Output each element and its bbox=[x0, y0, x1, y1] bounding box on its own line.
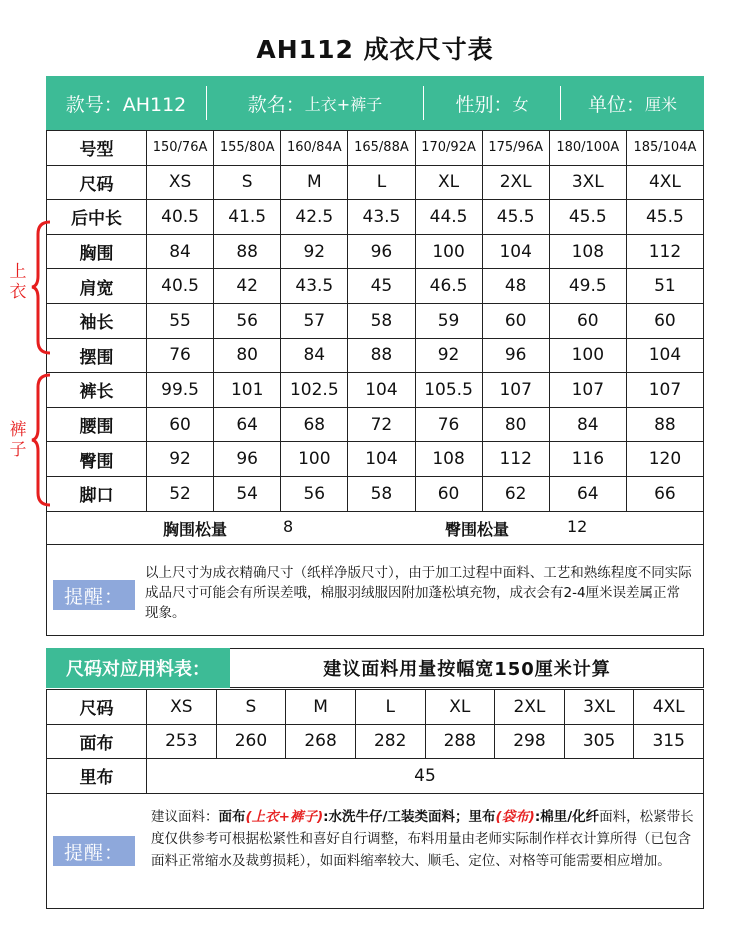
lining-fabric-row bbox=[47, 759, 704, 794]
value-cell: 315 bbox=[634, 724, 704, 759]
measurement-row bbox=[47, 303, 704, 338]
size-cell: 2XL bbox=[482, 165, 549, 200]
value-cell: 253 bbox=[147, 724, 217, 759]
value-cell: 88 bbox=[626, 407, 703, 442]
type-cell: 175/96A bbox=[482, 131, 549, 166]
value-cell: 107 bbox=[549, 373, 626, 408]
value-cell: 40.5 bbox=[147, 269, 214, 304]
value-cell: 92 bbox=[147, 442, 214, 477]
value-cell: 55 bbox=[147, 303, 214, 338]
row-label: 脚口 bbox=[47, 476, 147, 511]
value-cell: 120 bbox=[626, 442, 703, 477]
measurement-row bbox=[47, 442, 704, 477]
value-cell: 59 bbox=[415, 303, 482, 338]
size-cell: XS bbox=[147, 690, 217, 725]
top-bracket bbox=[30, 220, 52, 355]
value-cell: 104 bbox=[482, 234, 549, 269]
row-label: 臀围 bbox=[47, 442, 147, 477]
value-cell: 80 bbox=[482, 407, 549, 442]
value-cell: 44.5 bbox=[415, 200, 482, 235]
value-cell: 64 bbox=[549, 476, 626, 511]
value-cell: 99.5 bbox=[147, 373, 214, 408]
value-cell: 107 bbox=[482, 373, 549, 408]
row-label: 尺码 bbox=[47, 165, 147, 200]
size-cell: 4XL bbox=[626, 165, 703, 200]
value-cell: 60 bbox=[415, 476, 482, 511]
value-cell: 282 bbox=[355, 724, 425, 759]
value-cell: 43.5 bbox=[348, 200, 415, 235]
value-cell: 46.5 bbox=[415, 269, 482, 304]
value-cell: 298 bbox=[495, 724, 565, 759]
hip-ease-label: 臀围松量 bbox=[445, 520, 510, 539]
value-cell: 64 bbox=[214, 407, 281, 442]
fabric-table bbox=[46, 689, 704, 794]
value-cell: 112 bbox=[626, 234, 703, 269]
value-cell: 88 bbox=[214, 234, 281, 269]
value-cell: 96 bbox=[348, 234, 415, 269]
size-cell: 3XL bbox=[564, 690, 634, 725]
value-cell: 62 bbox=[482, 476, 549, 511]
value-cell: 48 bbox=[482, 269, 549, 304]
row-label: 尺码 bbox=[47, 690, 147, 725]
value-cell: 42.5 bbox=[281, 200, 348, 235]
value-cell: 51 bbox=[626, 269, 703, 304]
text-part: :棉里/化纤 bbox=[534, 809, 600, 825]
text-part: 面料，松紧带长度仅供参考可根据松紧性和喜好自行调整，布料用量由老师实际制作样衣计算所得（已包含面料正常缩水及裁剪损耗），如面料缩率较大、顺毛、定位、对格等可能需要相应增加。 bbox=[151, 809, 694, 869]
row-label: 肩宽 bbox=[47, 269, 147, 304]
value-cell: 76 bbox=[147, 338, 214, 373]
size-cell: XL bbox=[415, 165, 482, 200]
value-cell: 92 bbox=[415, 338, 482, 373]
measurement-row bbox=[47, 338, 704, 373]
size-cell: L bbox=[348, 165, 415, 200]
fabric-size-row bbox=[47, 690, 704, 725]
row-label: 后中长 bbox=[47, 200, 147, 235]
hip-ease-value: 12 bbox=[567, 517, 588, 536]
value-cell: 305 bbox=[564, 724, 634, 759]
value-cell: 104 bbox=[348, 373, 415, 408]
text-part: (袋布) bbox=[495, 809, 535, 825]
measurement-row bbox=[47, 234, 704, 269]
value-cell: 84 bbox=[281, 338, 348, 373]
value-cell: 43.5 bbox=[281, 269, 348, 304]
value-cell: 60 bbox=[482, 303, 549, 338]
value-cell: 45.5 bbox=[482, 200, 549, 235]
size-cell: XL bbox=[425, 690, 495, 725]
value-cell: 105.5 bbox=[415, 373, 482, 408]
row-label: 袖长 bbox=[47, 303, 147, 338]
value-cell: 100 bbox=[415, 234, 482, 269]
value-cell: 100 bbox=[549, 338, 626, 373]
chest-ease-value: 8 bbox=[283, 517, 294, 536]
value-cell: 66 bbox=[626, 476, 703, 511]
value-cell: 45.5 bbox=[626, 200, 703, 235]
value-cell: 49.5 bbox=[549, 269, 626, 304]
value-cell: 56 bbox=[214, 303, 281, 338]
value-cell: 92 bbox=[281, 234, 348, 269]
size-cell: S bbox=[216, 690, 286, 725]
value-cell: 58 bbox=[348, 303, 415, 338]
page-title: AH112 成衣尺寸表 bbox=[256, 35, 494, 64]
type-cell: 160/84A bbox=[281, 131, 348, 166]
row-label: 号型 bbox=[47, 131, 147, 166]
value-cell: 104 bbox=[348, 442, 415, 477]
value-cell: 260 bbox=[216, 724, 286, 759]
size-cell: M bbox=[281, 165, 348, 200]
value-cell: 41.5 bbox=[214, 200, 281, 235]
pants-group-label: 裤子 bbox=[9, 420, 27, 460]
value-cell: 60 bbox=[549, 303, 626, 338]
size-cell: S bbox=[214, 165, 281, 200]
measurement-row bbox=[47, 269, 704, 304]
row-label: 胸围 bbox=[47, 234, 147, 269]
size-cell: 2XL bbox=[495, 690, 565, 725]
value-cell: 101 bbox=[214, 373, 281, 408]
fabric-reminder-text bbox=[151, 806, 697, 872]
value-cell: 96 bbox=[482, 338, 549, 373]
reminder-box bbox=[46, 545, 704, 636]
unit bbox=[561, 76, 704, 130]
text-part: 面布 bbox=[218, 809, 246, 825]
value-cell: 108 bbox=[549, 234, 626, 269]
text-part: 建议面料： bbox=[151, 809, 219, 825]
shell-fabric-row bbox=[47, 724, 704, 759]
fabric-reminder-box bbox=[46, 792, 704, 909]
value-cell: 52 bbox=[147, 476, 214, 511]
style-number: 款号：AH112 bbox=[65, 93, 187, 116]
value-cell: 54 bbox=[214, 476, 281, 511]
type-cell: 180/100A bbox=[549, 131, 626, 166]
reminder-badge: 提醒： bbox=[53, 836, 135, 866]
text-part: (上衣+裤子) bbox=[245, 809, 324, 825]
pants-bracket bbox=[30, 373, 52, 507]
fabric-section-subtitle: 建议面料用量按幅宽150厘米计算 bbox=[323, 659, 611, 680]
value-cell: 102.5 bbox=[281, 373, 348, 408]
size-table bbox=[46, 130, 704, 512]
size-row bbox=[47, 165, 704, 200]
value-cell: 76 bbox=[415, 407, 482, 442]
row-label: 摆围 bbox=[47, 338, 147, 373]
gender-label: 性别： bbox=[455, 93, 513, 116]
style-name-value: 上衣+裤子 bbox=[304, 94, 383, 114]
value-cell: 58 bbox=[348, 476, 415, 511]
size-cell: M bbox=[286, 690, 356, 725]
measurement-row bbox=[47, 373, 704, 408]
header-bar bbox=[46, 76, 704, 130]
size-cell: 3XL bbox=[549, 165, 626, 200]
row-label: 裤长 bbox=[47, 373, 147, 408]
unit-label: 单位： bbox=[587, 93, 645, 116]
value-cell: 68 bbox=[281, 407, 348, 442]
size-cell: L bbox=[355, 690, 425, 725]
measurement-row bbox=[47, 476, 704, 511]
size-cell: XS bbox=[147, 165, 214, 200]
value-cell: 45.5 bbox=[549, 200, 626, 235]
reminder-badge: 提醒： bbox=[53, 580, 135, 610]
value-cell: 57 bbox=[281, 303, 348, 338]
style-name-label: 款名： bbox=[247, 93, 305, 116]
value-cell: 88 bbox=[348, 338, 415, 373]
value-cell: 42 bbox=[214, 269, 281, 304]
fabric-section-header bbox=[46, 648, 704, 688]
text-part: :水洗牛仔/工装类面料；里布 bbox=[323, 809, 496, 825]
size-cell: 4XL bbox=[634, 690, 704, 725]
value-cell: 84 bbox=[549, 407, 626, 442]
value-cell: 96 bbox=[214, 442, 281, 477]
unit-value: 厘米 bbox=[645, 94, 678, 114]
reminder-text: 以上尺寸为成衣精确尺寸（纸样净版尺寸），由于加工过程中面料、工艺和熟练程度不同实际成品尺寸可能会有所误差哦，棉服羽绒服因附加蓬松填充物，成衣会有2-4厘米误差属正常现象。 bbox=[145, 565, 692, 621]
gender-value: 女 bbox=[512, 94, 529, 114]
type-cell: 185/104A bbox=[626, 131, 703, 166]
value-cell: 107 bbox=[626, 373, 703, 408]
row-label: 腰围 bbox=[47, 407, 147, 442]
value-cell: 104 bbox=[626, 338, 703, 373]
type-cell: 150/76A bbox=[147, 131, 214, 166]
row-label: 面布 bbox=[47, 724, 147, 759]
value-cell: 80 bbox=[214, 338, 281, 373]
value-cell: 288 bbox=[425, 724, 495, 759]
value-cell: 108 bbox=[415, 442, 482, 477]
top-group-label: 上衣 bbox=[9, 262, 27, 302]
style-name bbox=[207, 76, 423, 130]
type-cell: 170/92A bbox=[415, 131, 482, 166]
gender bbox=[424, 76, 560, 130]
type-row bbox=[47, 131, 704, 166]
value-cell: 268 bbox=[286, 724, 356, 759]
measurement-row bbox=[47, 407, 704, 442]
type-cell: 165/88A bbox=[348, 131, 415, 166]
value-cell: 112 bbox=[482, 442, 549, 477]
type-cell: 155/80A bbox=[214, 131, 281, 166]
ease-row bbox=[46, 510, 704, 545]
value-cell: 60 bbox=[626, 303, 703, 338]
value-cell: 60 bbox=[147, 407, 214, 442]
value-cell: 72 bbox=[348, 407, 415, 442]
fabric-section-title: 尺码对应用料表： bbox=[46, 648, 230, 688]
measurement-row bbox=[47, 200, 704, 235]
value-cell: 116 bbox=[549, 442, 626, 477]
chest-ease-label: 胸围松量 bbox=[163, 520, 228, 539]
value-cell: 40.5 bbox=[147, 200, 214, 235]
value-cell: 45 bbox=[348, 269, 415, 304]
value-cell: 84 bbox=[147, 234, 214, 269]
lining-value: 45 bbox=[147, 759, 704, 794]
row-label: 里布 bbox=[47, 759, 147, 794]
value-cell: 100 bbox=[281, 442, 348, 477]
value-cell: 56 bbox=[281, 476, 348, 511]
